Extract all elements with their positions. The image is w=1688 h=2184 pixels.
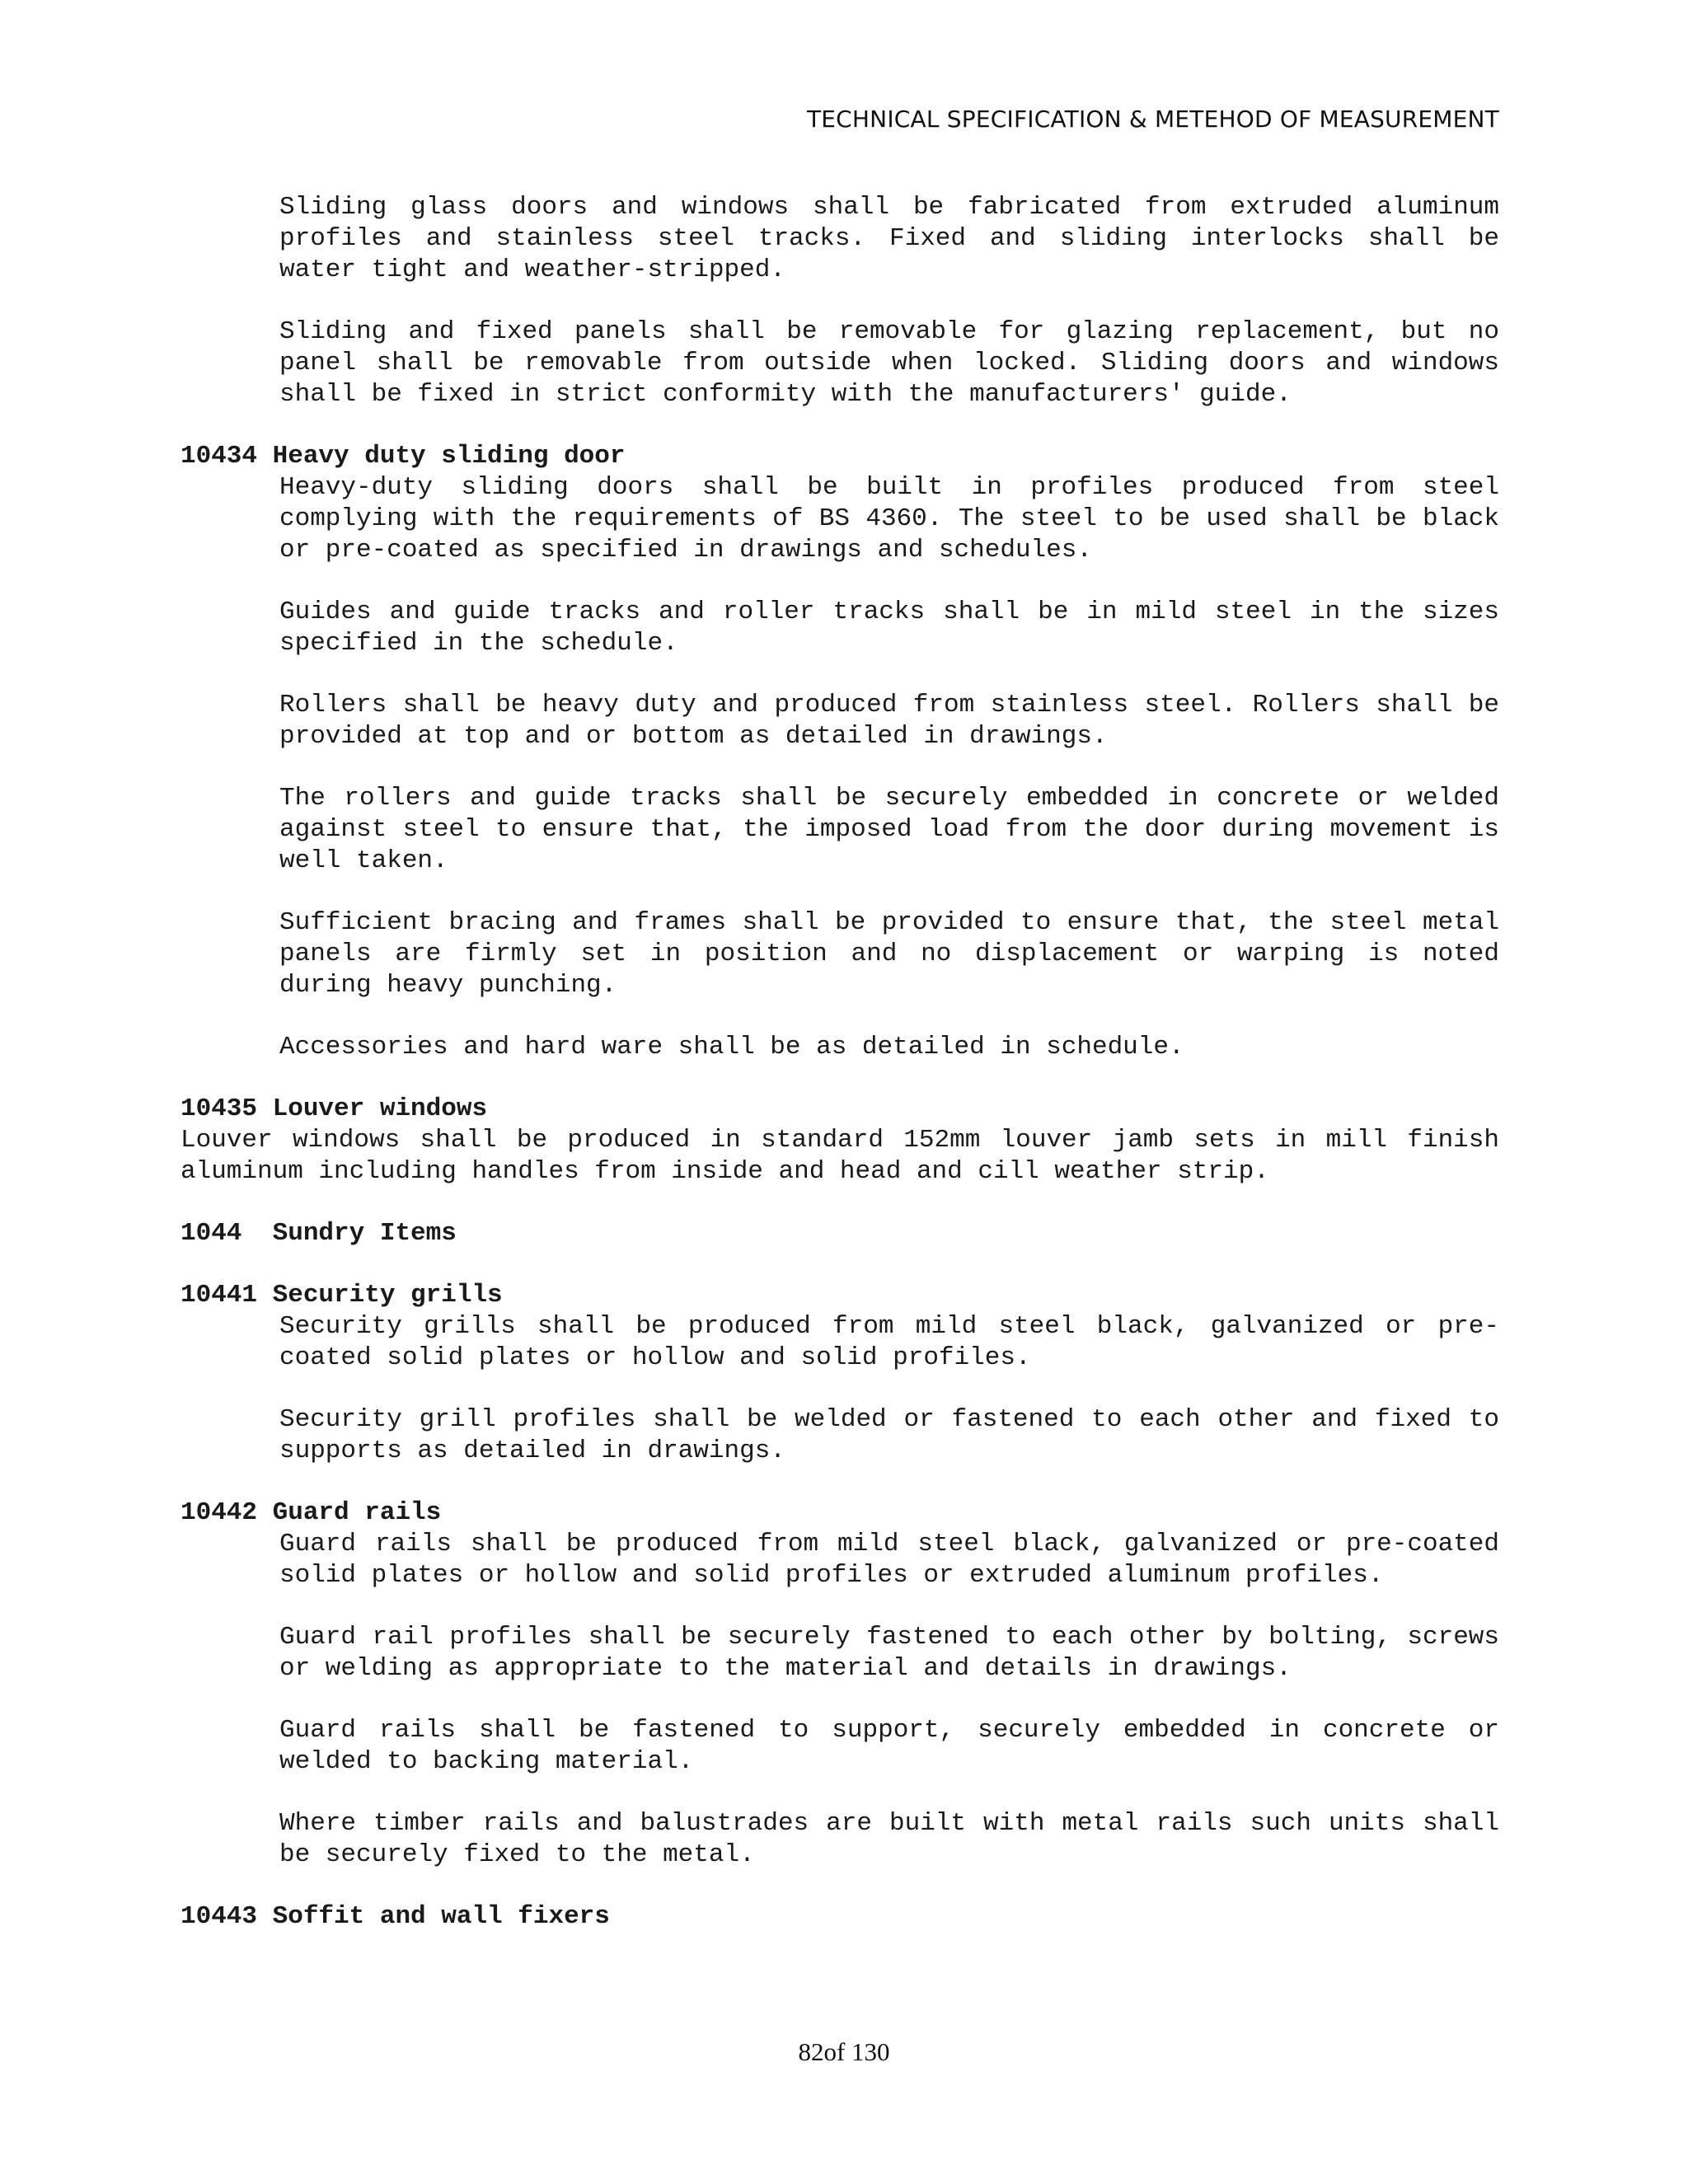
section-body — [279, 1311, 1499, 1467]
paragraph: The rollers and guide tracks shall be securely embedded in concrete or welded against steel to ensure that, the imposed load from the door during movement is well taken. — [279, 784, 1499, 875]
section-heading: 10434 Heavy duty sliding door — [181, 442, 626, 471]
paragraph: Security grills shall be produced from mild steel black, galvanized or pre-coated solid plates or hollow and solid profiles. — [279, 1312, 1499, 1372]
section-heading: 10435 Louver windows — [181, 1094, 488, 1123]
paragraph: Guard rail profiles shall be securely fastened to each other by bolting, screws or welding as appropriate to the material and details in drawings. — [279, 1623, 1499, 1683]
page-number — [0, 2037, 1688, 2067]
section-10443 — [181, 1901, 1499, 1933]
section-10435 — [181, 1094, 1499, 1188]
paragraph: Guard rails shall be produced from mild steel black, galvanized or pre-coated solid plates or hollow and solid profiles or extruded aluminum profiles. — [279, 1530, 1499, 1590]
paragraph: Guard rails shall be fastened to support, securely embedded in concrete or welded to backing material. — [279, 1716, 1499, 1776]
page-of-label: of — [823, 2037, 846, 2066]
intro-block — [279, 192, 1499, 410]
paragraph: Heavy-duty sliding doors shall be built in profiles produced from steel complying with the requirements of BS 4360. The steel to be used shall be black or pre-coated as specified in drawings and schedules. — [279, 473, 1499, 565]
section-heading: 10442 Guard rails — [181, 1498, 442, 1527]
paragraph: Rollers shall be heavy duty and produced from stainless steel. Rollers shall be provided at top and or bottom as detailed in drawings. — [279, 691, 1499, 751]
section-1044 — [181, 1218, 1499, 1249]
section-heading: 10443 Soffit and wall fixers — [181, 1902, 610, 1931]
section-heading: 10441 Security grills — [181, 1281, 503, 1310]
paragraph: Where timber rails and balustrades are built with metal rails such units shall be securely fixed to the metal. — [279, 1809, 1499, 1869]
paragraph: Sliding and fixed panels shall be removable for glazing replacement, but no panel shall be removable from outside when locked. Sliding doors and windows shall be fixed in strict conformity with the manufacturers' guide. — [279, 317, 1499, 409]
section-body — [279, 472, 1499, 1063]
paragraph: Guides and guide tracks and roller tracks shall be in mild steel in the sizes specified in the schedule. — [279, 598, 1499, 658]
total-pages: 130 — [851, 2037, 890, 2066]
section-body — [279, 1529, 1499, 1871]
paragraph: Security grill profiles shall be welded or fastened to each other and fixed to supports as detailed in drawings. — [279, 1405, 1499, 1465]
section-10442 — [181, 1497, 1499, 1871]
section-10441 — [181, 1280, 1499, 1467]
section-10434 — [181, 441, 1499, 1063]
paragraph: Accessories and hard ware shall be as detailed in schedule. — [279, 1033, 1184, 1062]
paragraph: Louver windows shall be produced in standard 152mm louver jamb sets in mill finish aluminum including handles from inside and head and cill weather strip. — [181, 1126, 1499, 1186]
document-header: TECHNICAL SPECIFICATION & METEHOD OF MEASUREMENT — [806, 105, 1499, 133]
section-heading: 1044 Sundry Items — [181, 1219, 457, 1248]
current-page: 82 — [798, 2037, 824, 2066]
paragraph: Sliding glass doors and windows shall be fabricated from extruded aluminum profiles and stainless steel tracks. Fixed and sliding interlocks shall be water tight and weather-stripped. — [279, 193, 1499, 284]
document-body — [181, 192, 1499, 1933]
paragraph: Sufficient bracing and frames shall be provided to ensure that, the steel metal panels are firmly set in position and no displacement or warping is noted during heavy punching. — [279, 908, 1499, 1000]
